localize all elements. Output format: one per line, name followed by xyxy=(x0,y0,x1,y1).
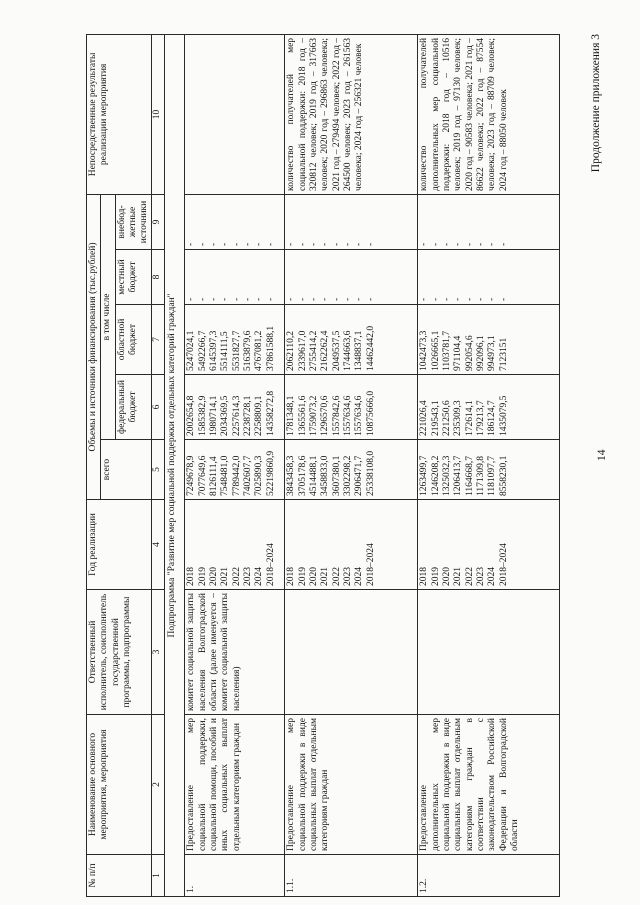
column-number: 7 xyxy=(152,305,165,375)
local-value: - xyxy=(487,297,498,301)
header-results: Непосредственные результаты реализации мероприятия xyxy=(87,34,152,194)
extrabudget-value: - xyxy=(475,242,486,246)
local-value: - xyxy=(442,297,453,301)
header-federal: федеральный бюджет xyxy=(115,375,152,440)
row-total xyxy=(418,440,560,500)
federal-value: 1781348,1 xyxy=(286,395,297,436)
local-value: - xyxy=(430,297,441,301)
year-value: 2018–2024 xyxy=(265,543,276,586)
year-value: 2020 xyxy=(442,567,453,586)
table-row xyxy=(418,34,560,896)
row-total xyxy=(285,440,418,500)
row-number: 1. xyxy=(185,855,285,897)
year-value: 2019 xyxy=(430,567,441,586)
row-responsible xyxy=(418,590,560,715)
federal-value: 1557634,6 xyxy=(342,395,353,436)
row-results: количество получателей дополнительных мер социальной поддержки: 2018 год – 10516 человек; 2019 год – 97130 человек; 2020 год – 90583 человека; 2021 год – 86622 человека; 2022 год – 87554 человека; 2023 год – 88709 человек; 2024 год – 88050 человек xyxy=(418,34,560,194)
year-value: 2024 xyxy=(354,567,365,586)
row-name: Предоставление мер социальной поддержки, социальной помощи, пособий и иных социальных выплат отдельным категориям граждан xyxy=(185,715,285,855)
extrabudget-value: - xyxy=(487,242,498,246)
federal-value: 235309,3 xyxy=(453,400,464,436)
local-value: - xyxy=(464,297,475,301)
year-value: 2021 xyxy=(320,567,331,586)
extrabudget-value: - xyxy=(209,242,220,246)
page-number: 14 xyxy=(596,449,608,461)
local-value: - xyxy=(331,297,342,301)
regional-value: 1348837,1 xyxy=(354,330,365,371)
federal-value: 1585382,9 xyxy=(197,395,208,436)
federal-value: 1296570,6 xyxy=(320,395,331,436)
local-value: - xyxy=(453,297,464,301)
local-value: - xyxy=(254,297,265,301)
regional-value: 5163879,6 xyxy=(242,330,253,371)
local-value: - xyxy=(354,297,365,301)
column-numbers-row xyxy=(152,34,165,896)
header-name: Наименование основного мероприятия, мероприятия xyxy=(87,715,152,855)
total-value: 1325032,3 xyxy=(442,455,453,496)
column-number: 6 xyxy=(152,375,165,440)
total-value: 1164668,7 xyxy=(464,455,475,496)
local-value: - xyxy=(498,297,509,301)
subprogram-row xyxy=(165,34,185,896)
table-row xyxy=(185,34,285,896)
header-extrabudget: внебюд-жетные источники xyxy=(115,194,152,249)
local-value: - xyxy=(320,297,331,301)
total-value: 1206413,7 xyxy=(453,455,464,496)
column-number: 10 xyxy=(152,34,165,194)
header-funding: Объемы и источники финансирования (тыс.рублей) xyxy=(87,194,101,499)
federal-value: 186124,7 xyxy=(487,400,498,436)
row-results: количество получателей мер социальной поддержки: 2018 год – 320812 человек; 2019 год – 317663 человек; 2020 год – 296863 человека; 2021 год – 279494 человек; 2022 год – 264500 человек; 2023 год – 261563 человека; 2024 год – 256321 человек xyxy=(285,34,418,194)
year-value: 2022 xyxy=(464,567,475,586)
year-value: 2022 xyxy=(231,567,242,586)
local-value: - xyxy=(209,297,220,301)
row-local xyxy=(285,250,418,305)
regional-value: 1103781,7 xyxy=(442,330,453,371)
extrabudget-value: - xyxy=(498,242,509,246)
header-local: местный бюджет xyxy=(115,250,152,305)
federal-value: 221026,4 xyxy=(419,400,430,436)
federal-value: 2257614,3 xyxy=(231,395,242,436)
total-value: 8126111,4 xyxy=(209,456,220,496)
row-federal xyxy=(418,375,560,440)
row-federal xyxy=(185,375,285,440)
total-value: 1263499,7 xyxy=(419,455,430,496)
extrabudget-value: - xyxy=(242,242,253,246)
local-value: - xyxy=(197,297,208,301)
year-value: 2021 xyxy=(453,567,464,586)
year-value: 2018 xyxy=(186,567,197,586)
header-num: № п/п xyxy=(87,855,152,897)
column-number: 1 xyxy=(152,855,165,897)
row-regional xyxy=(285,305,418,375)
year-value: 2018–2024 xyxy=(365,543,376,586)
regional-value: 2162262,4 xyxy=(320,330,331,371)
local-value: - xyxy=(309,297,320,301)
federal-value: 1435079,5 xyxy=(498,395,509,436)
federal-value: 2034369,5 xyxy=(220,395,231,436)
local-value: - xyxy=(286,297,297,301)
total-value: 7249678,9 xyxy=(186,455,197,496)
header-total: всего xyxy=(101,440,152,500)
column-number: 2 xyxy=(152,715,165,855)
regional-value: 6145397,3 xyxy=(209,330,220,371)
extrabudget-value: - xyxy=(442,242,453,246)
federal-value: 1980714,1 xyxy=(209,395,220,436)
total-value: 7077649,6 xyxy=(197,455,208,496)
local-value: - xyxy=(220,297,231,301)
total-value: 3843458,3 xyxy=(286,455,297,496)
table-row xyxy=(285,34,418,896)
regional-value: 2062110,2 xyxy=(286,330,297,371)
extrabudget-value: - xyxy=(320,242,331,246)
row-regional xyxy=(185,305,285,375)
total-value: 1171309,8 xyxy=(475,455,486,496)
federal-value: 221250,6 xyxy=(442,400,453,436)
row-extrabudget xyxy=(285,194,418,249)
total-value: 1181097,7 xyxy=(487,455,498,496)
row-years xyxy=(285,500,418,590)
regional-value: 2339617,0 xyxy=(297,330,308,371)
regional-value: 994973,1 xyxy=(487,335,498,371)
row-federal xyxy=(285,375,418,440)
row-regional xyxy=(418,305,560,375)
federal-value: 179213,7 xyxy=(475,400,486,436)
year-value: 2024 xyxy=(487,567,498,586)
extrabudget-value: - xyxy=(309,242,320,246)
header-responsible: Ответственный исполнитель, соисполнитель государственной программы, подпрограммы xyxy=(87,590,152,715)
row-local xyxy=(418,250,560,305)
regional-value: 971104,4 xyxy=(453,335,464,371)
total-value: 4514488,1 xyxy=(309,455,320,496)
regional-value: 2755414,2 xyxy=(309,330,320,371)
regional-value: 5514111,5 xyxy=(220,331,231,371)
total-value: 3607380,1 xyxy=(331,455,342,496)
federal-value: 2002654,8 xyxy=(186,395,197,436)
row-name: Предоставление мер социальной поддержки в виде социальных выплат отдельным категориям граждан xyxy=(285,715,418,855)
row-extrabudget xyxy=(185,194,285,249)
row-responsible: комитет социальной защиты населения Волгоградской области (далее именуется – комитет социальной защиты населения) xyxy=(185,590,285,715)
header-including: в том числе xyxy=(101,194,115,439)
row-extrabudget xyxy=(418,194,560,249)
extrabudget-value: - xyxy=(265,242,276,246)
regional-value: 4767081,2 xyxy=(254,330,265,371)
total-value: 1246208,2 xyxy=(430,455,441,496)
total-value: 7789442,0 xyxy=(231,455,242,496)
total-value: 25338108,0 xyxy=(365,450,376,496)
row-responsible xyxy=(285,590,418,715)
total-value: 3302298,2 xyxy=(342,455,353,496)
extrabudget-value: - xyxy=(220,242,231,246)
year-value: 2023 xyxy=(475,567,486,586)
row-number: 1.2. xyxy=(418,855,560,897)
extrabudget-value: - xyxy=(342,242,353,246)
row-name: Предоставление дополнительных мер социальной поддержки в виде социальных выплат отдельным категориям граждан в соответствии с законодательством Российской Федерации и Волгоградской области xyxy=(418,715,560,855)
year-value: 2020 xyxy=(309,567,320,586)
local-value: - xyxy=(186,297,197,301)
year-value: 2024 xyxy=(254,567,265,586)
year-value: 2020 xyxy=(209,567,220,586)
federal-value: 1557842,6 xyxy=(331,395,342,436)
regional-value: 992054,6 xyxy=(464,335,475,371)
federal-value: 2258809,1 xyxy=(254,395,265,436)
column-number: 8 xyxy=(152,250,165,305)
local-value: - xyxy=(342,297,353,301)
regional-value: 2049537,5 xyxy=(331,330,342,371)
extrabudget-value: - xyxy=(464,242,475,246)
extrabudget-value: - xyxy=(419,242,430,246)
financing-table xyxy=(86,34,560,897)
row-local xyxy=(185,250,285,305)
federal-value: 219543,1 xyxy=(430,400,441,436)
extrabudget-value: - xyxy=(197,242,208,246)
regional-value: 14462442,0 xyxy=(365,325,376,371)
federal-value: 14358272,8 xyxy=(265,390,276,436)
local-value: - xyxy=(265,297,276,301)
total-value: 7025890,3 xyxy=(254,455,265,496)
extrabudget-value: - xyxy=(254,242,265,246)
total-value: 3458833,0 xyxy=(320,455,331,496)
federal-value: 172614,1 xyxy=(464,400,475,436)
regional-value: 992096,1 xyxy=(475,335,486,371)
regional-value: 5531827,7 xyxy=(231,330,242,371)
local-value: - xyxy=(475,297,486,301)
extrabudget-value: - xyxy=(297,242,308,246)
year-value: 2018–2024 xyxy=(498,543,509,586)
continuation-label: Продолжение приложения 3 xyxy=(590,34,602,173)
year-value: 2023 xyxy=(242,567,253,586)
federal-value: 1365561,6 xyxy=(297,395,308,436)
column-number: 5 xyxy=(152,440,165,500)
column-number: 3 xyxy=(152,590,165,715)
row-years xyxy=(185,500,285,590)
column-number: 9 xyxy=(152,194,165,249)
year-value: 2019 xyxy=(197,567,208,586)
federal-value: 1759073,2 xyxy=(309,395,320,436)
extrabudget-value: - xyxy=(231,242,242,246)
subprogram-title: Подпрограмма "Развитие мер социальной поддержки отдельных категорий граждан" xyxy=(165,34,185,896)
extrabudget-value: - xyxy=(354,242,365,246)
extrabudget-value: - xyxy=(453,242,464,246)
row-years xyxy=(418,500,560,590)
row-total xyxy=(185,440,285,500)
total-value: 3705178,6 xyxy=(297,455,308,496)
extrabudget-value: - xyxy=(365,242,376,246)
regional-value: 1026665,1 xyxy=(430,330,441,371)
header-row-1 xyxy=(87,34,101,896)
year-value: 2019 xyxy=(297,567,308,586)
regional-value: 37861588,1 xyxy=(265,325,276,371)
federal-value: 1557634,6 xyxy=(354,395,365,436)
local-value: - xyxy=(231,297,242,301)
extrabudget-value: - xyxy=(331,242,342,246)
header-year: Год реализации xyxy=(87,500,152,590)
federal-value: 10875666,0 xyxy=(365,390,376,436)
regional-value: 1042473,3 xyxy=(419,330,430,371)
year-value: 2023 xyxy=(342,567,353,586)
total-value: 7548481,0 xyxy=(220,455,231,496)
year-value: 2022 xyxy=(331,567,342,586)
extrabudget-value: - xyxy=(186,242,197,246)
extrabudget-value: - xyxy=(286,242,297,246)
regional-value: 5492266,7 xyxy=(197,330,208,371)
year-value: 2018 xyxy=(419,567,430,586)
local-value: - xyxy=(365,297,376,301)
column-number: 4 xyxy=(152,500,165,590)
regional-value: 5247024,1 xyxy=(186,330,197,371)
row-number: 1.1. xyxy=(285,855,418,897)
year-value: 2021 xyxy=(220,567,231,586)
total-value: 2906471,7 xyxy=(354,455,365,496)
regional-value: 7123151 xyxy=(498,337,509,371)
total-value: 8558230,1 xyxy=(498,455,509,496)
total-value: 7402607,7 xyxy=(242,455,253,496)
local-value: - xyxy=(419,297,430,301)
year-value: 2018 xyxy=(286,567,297,586)
total-value: 52219860,9 xyxy=(265,450,276,496)
row-results xyxy=(185,34,285,194)
regional-value: 1744663,6 xyxy=(342,330,353,371)
local-value: - xyxy=(242,297,253,301)
federal-value: 2238728,1 xyxy=(242,395,253,436)
extrabudget-value: - xyxy=(430,242,441,246)
header-regional: областной бюджет xyxy=(115,305,152,375)
local-value: - xyxy=(297,297,308,301)
